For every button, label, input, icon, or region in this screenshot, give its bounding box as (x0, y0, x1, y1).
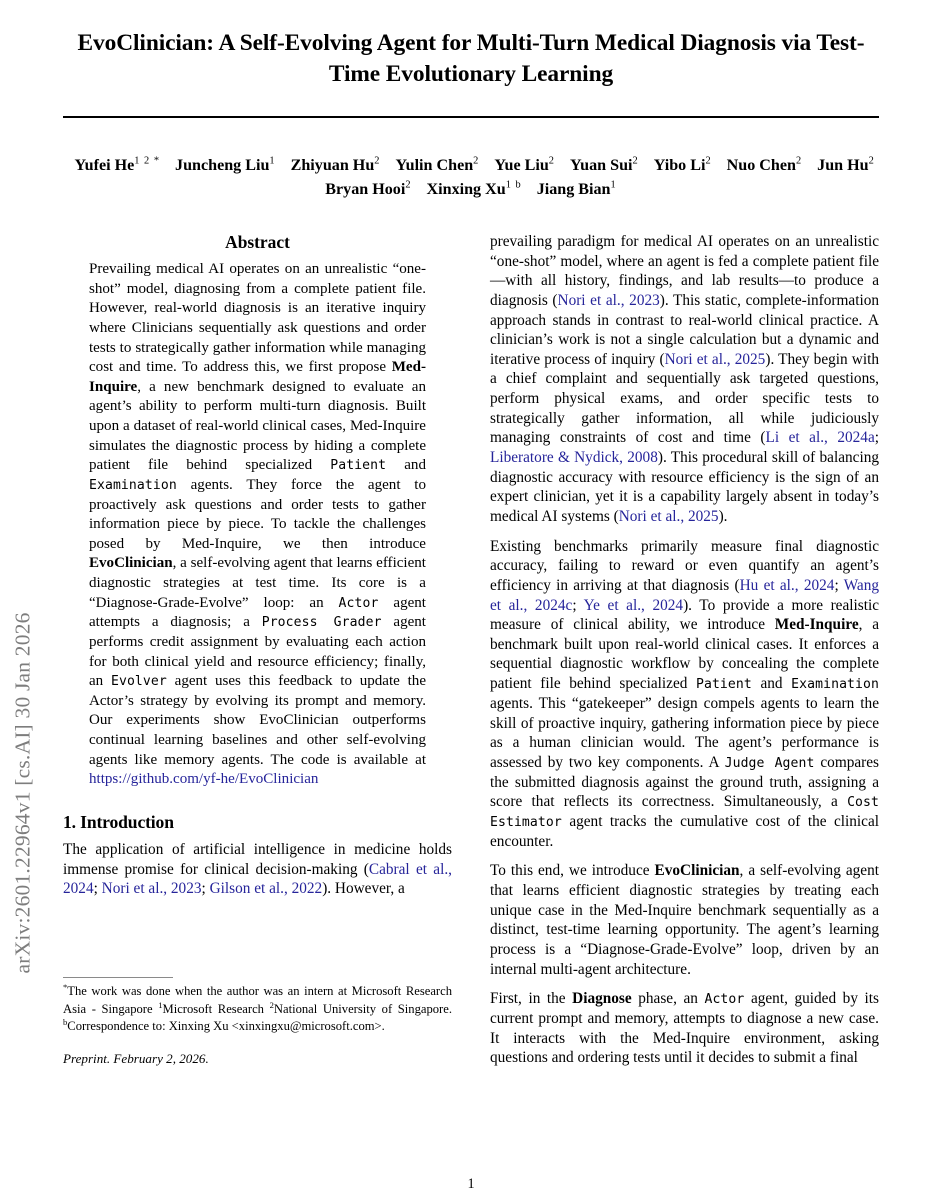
author-name: Zhiyuan Hu (290, 157, 375, 175)
body-text: Existing benchmarks primarily measure final diagnostic accuracy, failing to reward or even quantify an agent’s efficiency in arriving at that diagnosis ( (490, 537, 879, 594)
abstract-text: , a self-evolving agent that learns efficient diagnostic strategies at test time. Its core is a “Diagnose-Grade-Evolve” loop: an (89, 555, 426, 611)
left-column (63, 232, 452, 1068)
affiliation-marker-3: b (63, 1017, 68, 1028)
abstract-text: agent performs credit assignment by evaluating each action for both clinical yield and resource efficiency; finally, an (89, 614, 426, 690)
body-text: ). They begin with a chief complaint and sequentially ask targeted questions, perform physical exams, and order specific tests to strategically gather information, all while judiciously managing constraints of cost and time ( (490, 350, 880, 447)
author-affiliation-marks: 1 (269, 155, 276, 167)
agent-name-actor: Actor (704, 992, 745, 1008)
author-affiliation-marks: 1 b (505, 179, 522, 191)
author-affiliation-marks: 2 (705, 155, 712, 167)
author-entry (537, 181, 617, 198)
footnote-divider (63, 977, 173, 978)
footnote-block (63, 977, 452, 1068)
author-entry (395, 157, 479, 174)
author-name: Bryan Hooi (325, 181, 406, 199)
bold-term-evoclinician: EvoClinician (654, 862, 740, 880)
citation-link[interactable]: Hu et al., 2024 (739, 576, 835, 594)
body-text: prevailing paradigm for medical AI operates on an unrealistic “one-shot” model, where an agent is fed a complete patient file—with all history, findings, and lab results—to produce a diagnosis ( (490, 233, 879, 309)
preprint-notice: Preprint. February 2, 2026. (63, 1051, 209, 1067)
author-name: Jiang Bian (536, 181, 611, 199)
citation-link[interactable]: Nori et al., 2023 (101, 880, 202, 898)
agent-name-examination: Examination (89, 477, 177, 493)
author-affiliation-marks: 2 (795, 155, 803, 167)
author-affiliation-marks: 2 (548, 155, 555, 167)
abstract-bold-term: EvoClinician (89, 555, 173, 572)
author-affiliation-marks: 1 (610, 179, 617, 191)
agent-name-actor: Actor (338, 595, 379, 611)
author-entry (570, 157, 639, 174)
body-text: agents. This “gatekeeper” design compels agents to learn the skill of proactive inquiry, gathering information piece by piece as a human clinician would. The agent’s performance is assessed by two key components. A (490, 694, 879, 771)
body-text: and (751, 675, 792, 693)
citation-link[interactable]: Cabral et al., 2024 (63, 860, 452, 898)
author-name: Yue Liu (494, 157, 549, 175)
abstract-body (63, 260, 452, 790)
arxiv-stamp-text: arXiv:2601.22964v1 [cs.AI] 30 Jan 2026 (10, 612, 35, 974)
body-paragraph (490, 232, 879, 527)
author-name: Yulin Chen (395, 157, 474, 175)
body-text: ). (718, 507, 728, 525)
agent-name-process-grader: Process Grader (261, 615, 382, 631)
author-entry (175, 157, 276, 174)
citation-link[interactable]: Wang et al., 2024c (490, 576, 879, 614)
citation-link[interactable]: Liberatore & Nydick, 2008 (490, 449, 658, 467)
arxiv-stamp (0, 0, 46, 1200)
intro-paragraph (63, 840, 452, 899)
footnote-star-marker: * (63, 981, 68, 992)
abstract-heading: Abstract (225, 232, 290, 252)
agent-name-patient: Patient (330, 458, 387, 474)
agent-name-judge-agent: Judge Agent (724, 755, 815, 771)
author-name: Juncheng Liu (175, 157, 270, 175)
citation-link[interactable]: Gilson et al., 2022 (209, 880, 323, 898)
footnote-segment: Microsoft Research (162, 1001, 270, 1016)
page-number: 1 (467, 1176, 475, 1192)
abstract-text: Prevailing medical AI operates on an unrealistic “one-shot” model, diagnosing from a complete patient file. However, real-world diagnosis is an iterative inquiry where Clinicians sequentially ask questions and order tests to strategically gather information while managing cost and time. To address this, we first propose (89, 261, 426, 376)
affiliation-marker-2: 2 (269, 999, 274, 1010)
citation-link[interactable]: Ye et al., 2024 (583, 596, 684, 614)
agent-name-examination: Examination (791, 677, 879, 693)
author-name: Jun Hu (817, 157, 869, 175)
bold-term-med-inquire: Med-Inquire (774, 616, 859, 634)
body-text: agent, guided by its current prompt and memory, attempts to diagnose a new case. It interacts with the Med-Inquire environment, asking questions and ordering tests until it decides to submit a final (490, 990, 879, 1067)
abstract-text: agents. They force the agent to proactively ask questions and order tests to gather information piece by piece. To tackle the challenges posed by Med-Inquire, we then introduce (89, 476, 426, 552)
body-text: agent tracks the cumulative cost of the clinical encounter. (490, 813, 879, 850)
author-affiliation-marks: 2 (374, 155, 381, 167)
author-entry (727, 157, 803, 174)
author-entry (291, 157, 381, 174)
two-column-body (63, 232, 879, 1068)
author-affiliation-marks: 1 2 * (134, 155, 161, 167)
abstract-text: agent attempts a diagnosis; a (89, 594, 426, 631)
footnote-segment: The work was done when the author was an intern at Microsoft Research Asia - Singapore (63, 983, 452, 1016)
author-list (63, 118, 879, 202)
author-entry (817, 157, 875, 174)
author-entry (654, 157, 712, 174)
citation-link[interactable]: Nori et al., 2025 (664, 350, 766, 368)
author-affiliation-marks: 2 (632, 155, 639, 167)
author-affiliation-marks: 2 (868, 155, 875, 167)
body-text: ). This procedural skill of balancing diagnostic accuracy with resource efficiency is the sign of an expert clinician, yet it is a capability largely absent in today’s medical AI systems ( (490, 449, 879, 525)
footnote-segment: National University of Singapore. (273, 1001, 452, 1016)
author-entry (427, 181, 522, 198)
agent-name-patient: Patient (695, 677, 752, 693)
intro-text: ). However, a (322, 880, 405, 898)
body-text: , a self-evolving agent that learns efficient diagnostic strategies by treating each unique case in the Med-Inquire benchmark sequentially as a distinct, test-time learning opportunity. The agent’s learning process is a “Diagnose-Grade-Evolve” loop, driven by an internal multi-agent architecture. (490, 862, 879, 978)
agent-name-cost-estimator: Cost Estimator (490, 795, 879, 831)
agent-name-evolver: Evolver (110, 674, 167, 690)
author-entry (494, 157, 555, 174)
paper-content (63, 0, 879, 1200)
body-paragraph (490, 861, 879, 979)
body-text: compares the submitted diagnosis against the ground truth, assigning a score that reflects its correctness. Simultaneously, a (490, 753, 879, 811)
abstract-text: and (386, 457, 426, 474)
bold-term-diagnose: Diagnose (572, 990, 632, 1008)
author-name: Yufei He (74, 157, 135, 175)
body-text: , a benchmark built upon real-world clinical cases. It enforces a sequential diagnostic workflow by concealing the complete patient file behind specialized (490, 616, 879, 693)
body-text: To this end, we introduce (490, 862, 655, 880)
right-column (490, 232, 879, 1068)
abstract-text: agent uses this feedback to update the Actor’s strategy by evolving its prompt and memory. Our experiments show EvoClinician outperforms continual learning baselines and other self-evolving agents like memory agents. The code is available at (89, 673, 427, 768)
footnote-text (63, 982, 452, 1036)
citation-separator: ; (93, 880, 102, 898)
affiliation-marker-1: 1 (158, 999, 163, 1010)
body-paragraph (490, 537, 879, 852)
citation-link[interactable]: Li et al., 2024a (765, 429, 875, 447)
author-name: Yibo Li (653, 157, 706, 175)
abstract-paragraph (89, 260, 426, 790)
citation-link[interactable]: Nori et al., 2023 (557, 291, 660, 309)
abstract-bold-term: Med-Inquire (89, 359, 426, 395)
body-text: First, in the (490, 990, 573, 1008)
body-paragraph (490, 989, 879, 1068)
section-heading-introduction: 1. Introduction (63, 811, 174, 832)
citation-separator: ; (874, 429, 880, 447)
author-name: Xinxing Xu (426, 181, 506, 199)
intro-text: The application of artificial intelligence in medicine holds immense promise for clinical decision-making ( (63, 840, 452, 878)
body-text: ). To provide a more realistic measure of clinical ability, we introduce (490, 596, 879, 634)
author-name: Nuo Chen (726, 157, 796, 175)
author-name: Yuan Sui (570, 157, 633, 175)
author-entry (325, 181, 411, 198)
body-text: ). This static, complete-information approach stands in contrast to real-world clinical practice. A clinician’s work is not a single calculation but a dynamic and iterative process of inquiry ( (490, 291, 879, 368)
citation-separator: ; (834, 576, 844, 594)
author-affiliation-marks: 2 (473, 155, 480, 167)
author-affiliation-marks: 2 (405, 179, 412, 191)
abstract-text: , a new benchmark designed to evaluate an agent’s ability to perform multi-turn diagnosis. Built upon a dataset of real-world clinical cases, Med-Inquire simulates the diagnostic process by hiding a complete patient file behind specialized (89, 378, 426, 474)
citation-separator: ; (201, 880, 210, 898)
citation-link[interactable]: Nori et al., 2025 (618, 507, 719, 525)
body-text: phase, an (631, 990, 705, 1008)
citation-separator: ; (572, 596, 584, 614)
footnote-correspondence: Correspondence to: Xinxing Xu <xinxingxu@microsoft.com>. (67, 1019, 385, 1034)
author-entry (75, 157, 161, 174)
page-title: EvoClinician: A Self-Evolving Agent for Multi-Turn Medical Diagnosis via Test-Time Evolutionary Learning (77, 30, 865, 88)
code-repository-link[interactable]: https://github.com/yf-he/EvoClinician (89, 771, 319, 788)
